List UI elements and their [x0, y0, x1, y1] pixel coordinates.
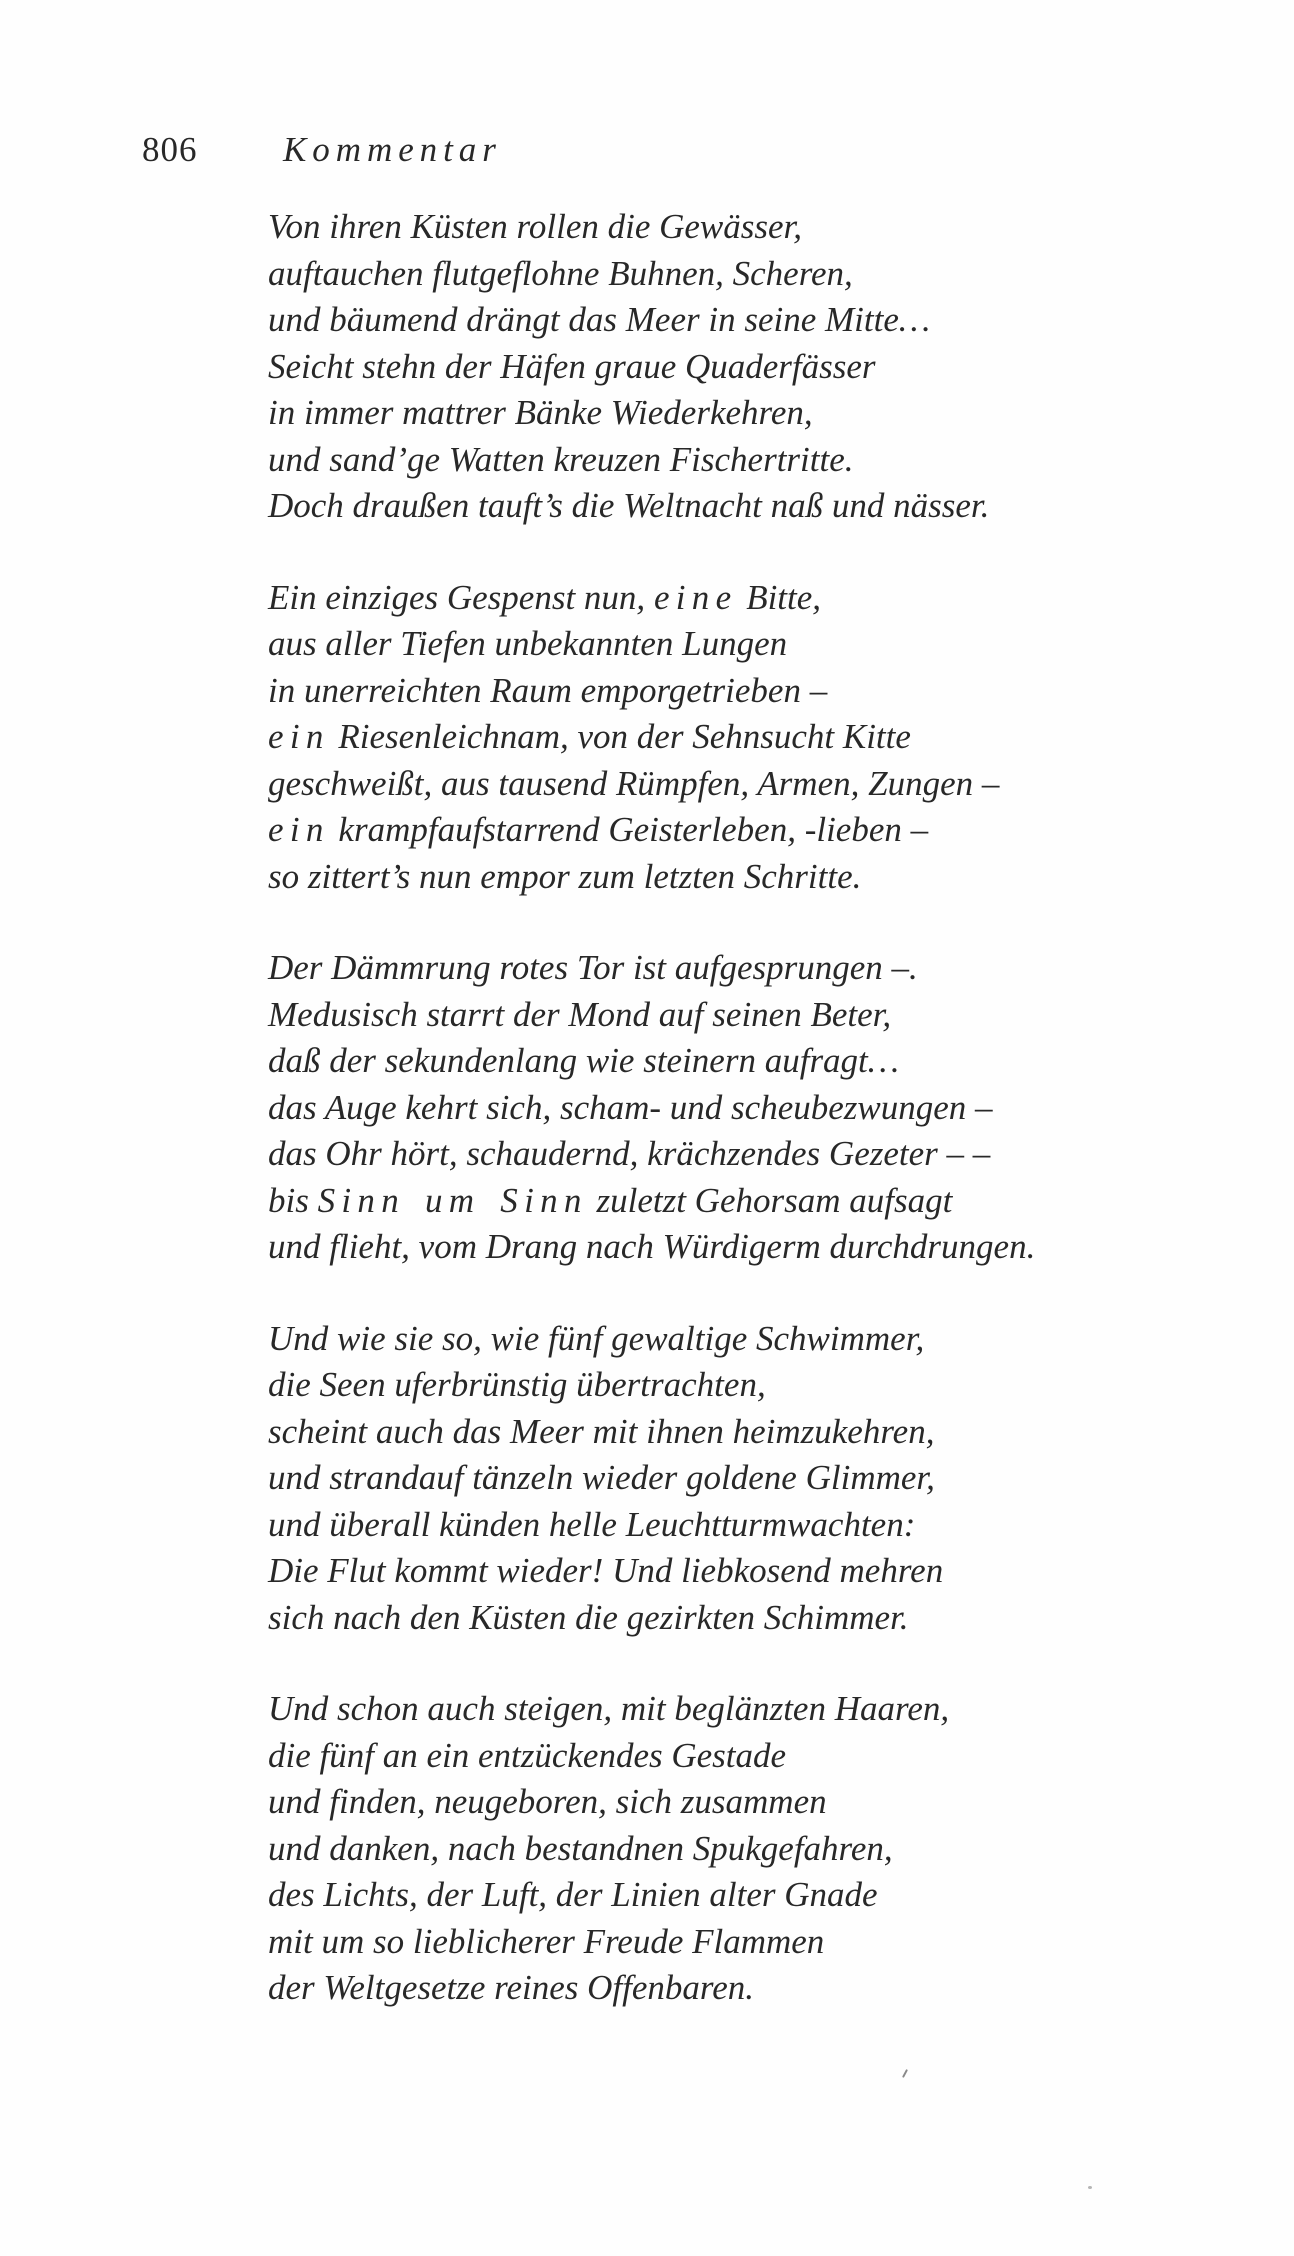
emphasized-text: eine	[653, 577, 738, 617]
poem-line	[268, 437, 1228, 484]
line-text: und sand’ge Watten kreuzen Fischertritte.	[268, 439, 854, 479]
line-text: sich nach den Küsten die gezirkten Schimmer.	[268, 1597, 909, 1637]
poem-line	[268, 1733, 1228, 1780]
line-text: und finden, neugeboren, sich zusammen	[268, 1782, 827, 1821]
poem-line	[268, 297, 1228, 344]
page-number: 806	[142, 130, 198, 169]
line-text: in immer mattrer Bänke Wiederkehren,	[268, 393, 813, 432]
line-text: krampfaufstarrend Geisterleben, -lieben –	[329, 810, 929, 849]
line-text: so zittert’s nun empor zum letzten Schritte.	[268, 856, 862, 896]
line-text: bis	[268, 1180, 318, 1220]
line-text: und flieht, vom Drang nach Würdigerm durchdrungen.	[268, 1227, 1036, 1266]
scan-speck	[902, 2069, 908, 2078]
line-text: Von ihren Küsten rollen die Gewässer,	[268, 207, 803, 246]
stanza	[268, 575, 1228, 901]
line-text: Doch draußen tauft’s die Weltnacht naß und nässer.	[268, 486, 990, 525]
poem-line	[268, 1409, 1228, 1456]
poem-line	[268, 1826, 1228, 1873]
line-text: mit um so lieblicherer Freude Flammen	[268, 1921, 825, 1961]
line-text: Bitte,	[737, 577, 822, 617]
poem-line	[268, 1919, 1228, 1966]
line-text: das Auge kehrt sich, scham- und scheubezwungen –	[268, 1087, 993, 1127]
poem-line	[268, 761, 1228, 808]
poem-text	[268, 204, 1228, 2057]
poem-line	[268, 1224, 1228, 1271]
poem-line	[268, 945, 1228, 992]
stanza	[268, 1686, 1228, 2012]
line-text: die fünf an ein entzückendes Gestade	[268, 1735, 787, 1775]
line-text: scheint auch das Meer mit ihnen heimzukehren,	[268, 1411, 935, 1451]
line-text: und bäumend drängt das Meer in seine Mitte…	[268, 300, 930, 339]
line-text: Die Flut kommt wieder! Und liebkosend mehren	[268, 1551, 944, 1590]
poem-line	[268, 251, 1228, 298]
line-text: geschweißt, aus tausend Rümpfen, Armen, Zungen –	[268, 763, 1000, 803]
line-text: das Ohr hört, schaudernd, krächzendes Gezeter – –	[268, 1134, 991, 1173]
poem-line	[268, 344, 1228, 391]
line-text: in unerreichten Raum emporgetrieben –	[268, 670, 828, 710]
poem-line	[268, 1178, 1228, 1225]
poem-line	[268, 1595, 1228, 1642]
poem-line	[268, 714, 1228, 761]
line-text: Seicht stehn der Häfen graue Quaderfässer	[268, 346, 876, 386]
line-text: und strandauf tänzeln wieder goldene Glimmer,	[268, 1458, 935, 1497]
poem-line	[268, 204, 1228, 251]
poem-line	[268, 1548, 1228, 1595]
line-text: Riesenleichnam, von der Sehnsucht Kitte	[329, 717, 911, 756]
poem-line	[268, 1131, 1228, 1178]
poem-line	[268, 1965, 1228, 2012]
line-text: auftauchen flutgeflohne Buhnen, Scheren,	[268, 253, 853, 293]
stanza	[268, 945, 1228, 1271]
poem-line	[268, 1686, 1228, 1733]
emphasized-text: ein	[268, 717, 330, 756]
line-text: aus aller Tiefen unbekannten Lungen	[268, 624, 788, 663]
page-header	[142, 130, 502, 170]
line-text: und überall künden helle Leuchtturmwachten:	[268, 1504, 916, 1544]
line-text: Medusisch starrt der Mond auf seinen Beter,	[268, 994, 892, 1034]
poem-line	[268, 390, 1228, 437]
poem-line	[268, 807, 1228, 854]
line-text: daß der sekundenlang wie steinern aufragt…	[268, 1041, 899, 1080]
emphasized-text: ein	[268, 810, 330, 849]
scan-speck	[1088, 2186, 1092, 2189]
line-text: des Lichts, der Luft, der Linien alter Gnade	[268, 1875, 878, 1914]
poem-line	[268, 854, 1228, 901]
line-text: Der Dämmrung rotes Tor ist aufgesprungen –.	[268, 948, 918, 987]
line-text: Und wie sie so, wie fünf gewaltige Schwimmer,	[268, 1318, 925, 1358]
poem-line	[268, 1038, 1228, 1085]
running-head: Kommentar	[283, 130, 502, 169]
poem-line	[268, 483, 1228, 530]
poem-line	[268, 1085, 1228, 1132]
poem-line	[268, 621, 1228, 668]
emphasized-text: Sinn um Sinn	[317, 1180, 588, 1220]
line-text: und danken, nach bestandnen Spukgefahren,	[268, 1828, 893, 1868]
poem-line	[268, 1872, 1228, 1919]
poem-line	[268, 668, 1228, 715]
line-text: der Weltgesetze reines Offenbaren.	[268, 1968, 755, 2007]
poem-line	[268, 1362, 1228, 1409]
line-text: zuletzt Gehorsam aufsagt	[587, 1180, 953, 1220]
stanza	[268, 204, 1228, 530]
line-text: Und schon auch steigen, mit beglänzten Haaren,	[268, 1689, 950, 1728]
poem-line	[268, 1502, 1228, 1549]
line-text: die Seen uferbrünstig übertrachten,	[268, 1365, 766, 1404]
line-text: Ein einziges Gespenst nun,	[268, 577, 654, 617]
poem-line	[268, 1779, 1228, 1826]
poem-line	[268, 1455, 1228, 1502]
stanza	[268, 1316, 1228, 1642]
poem-line	[268, 575, 1228, 622]
poem-line	[268, 1316, 1228, 1363]
poem-line	[268, 992, 1228, 1039]
